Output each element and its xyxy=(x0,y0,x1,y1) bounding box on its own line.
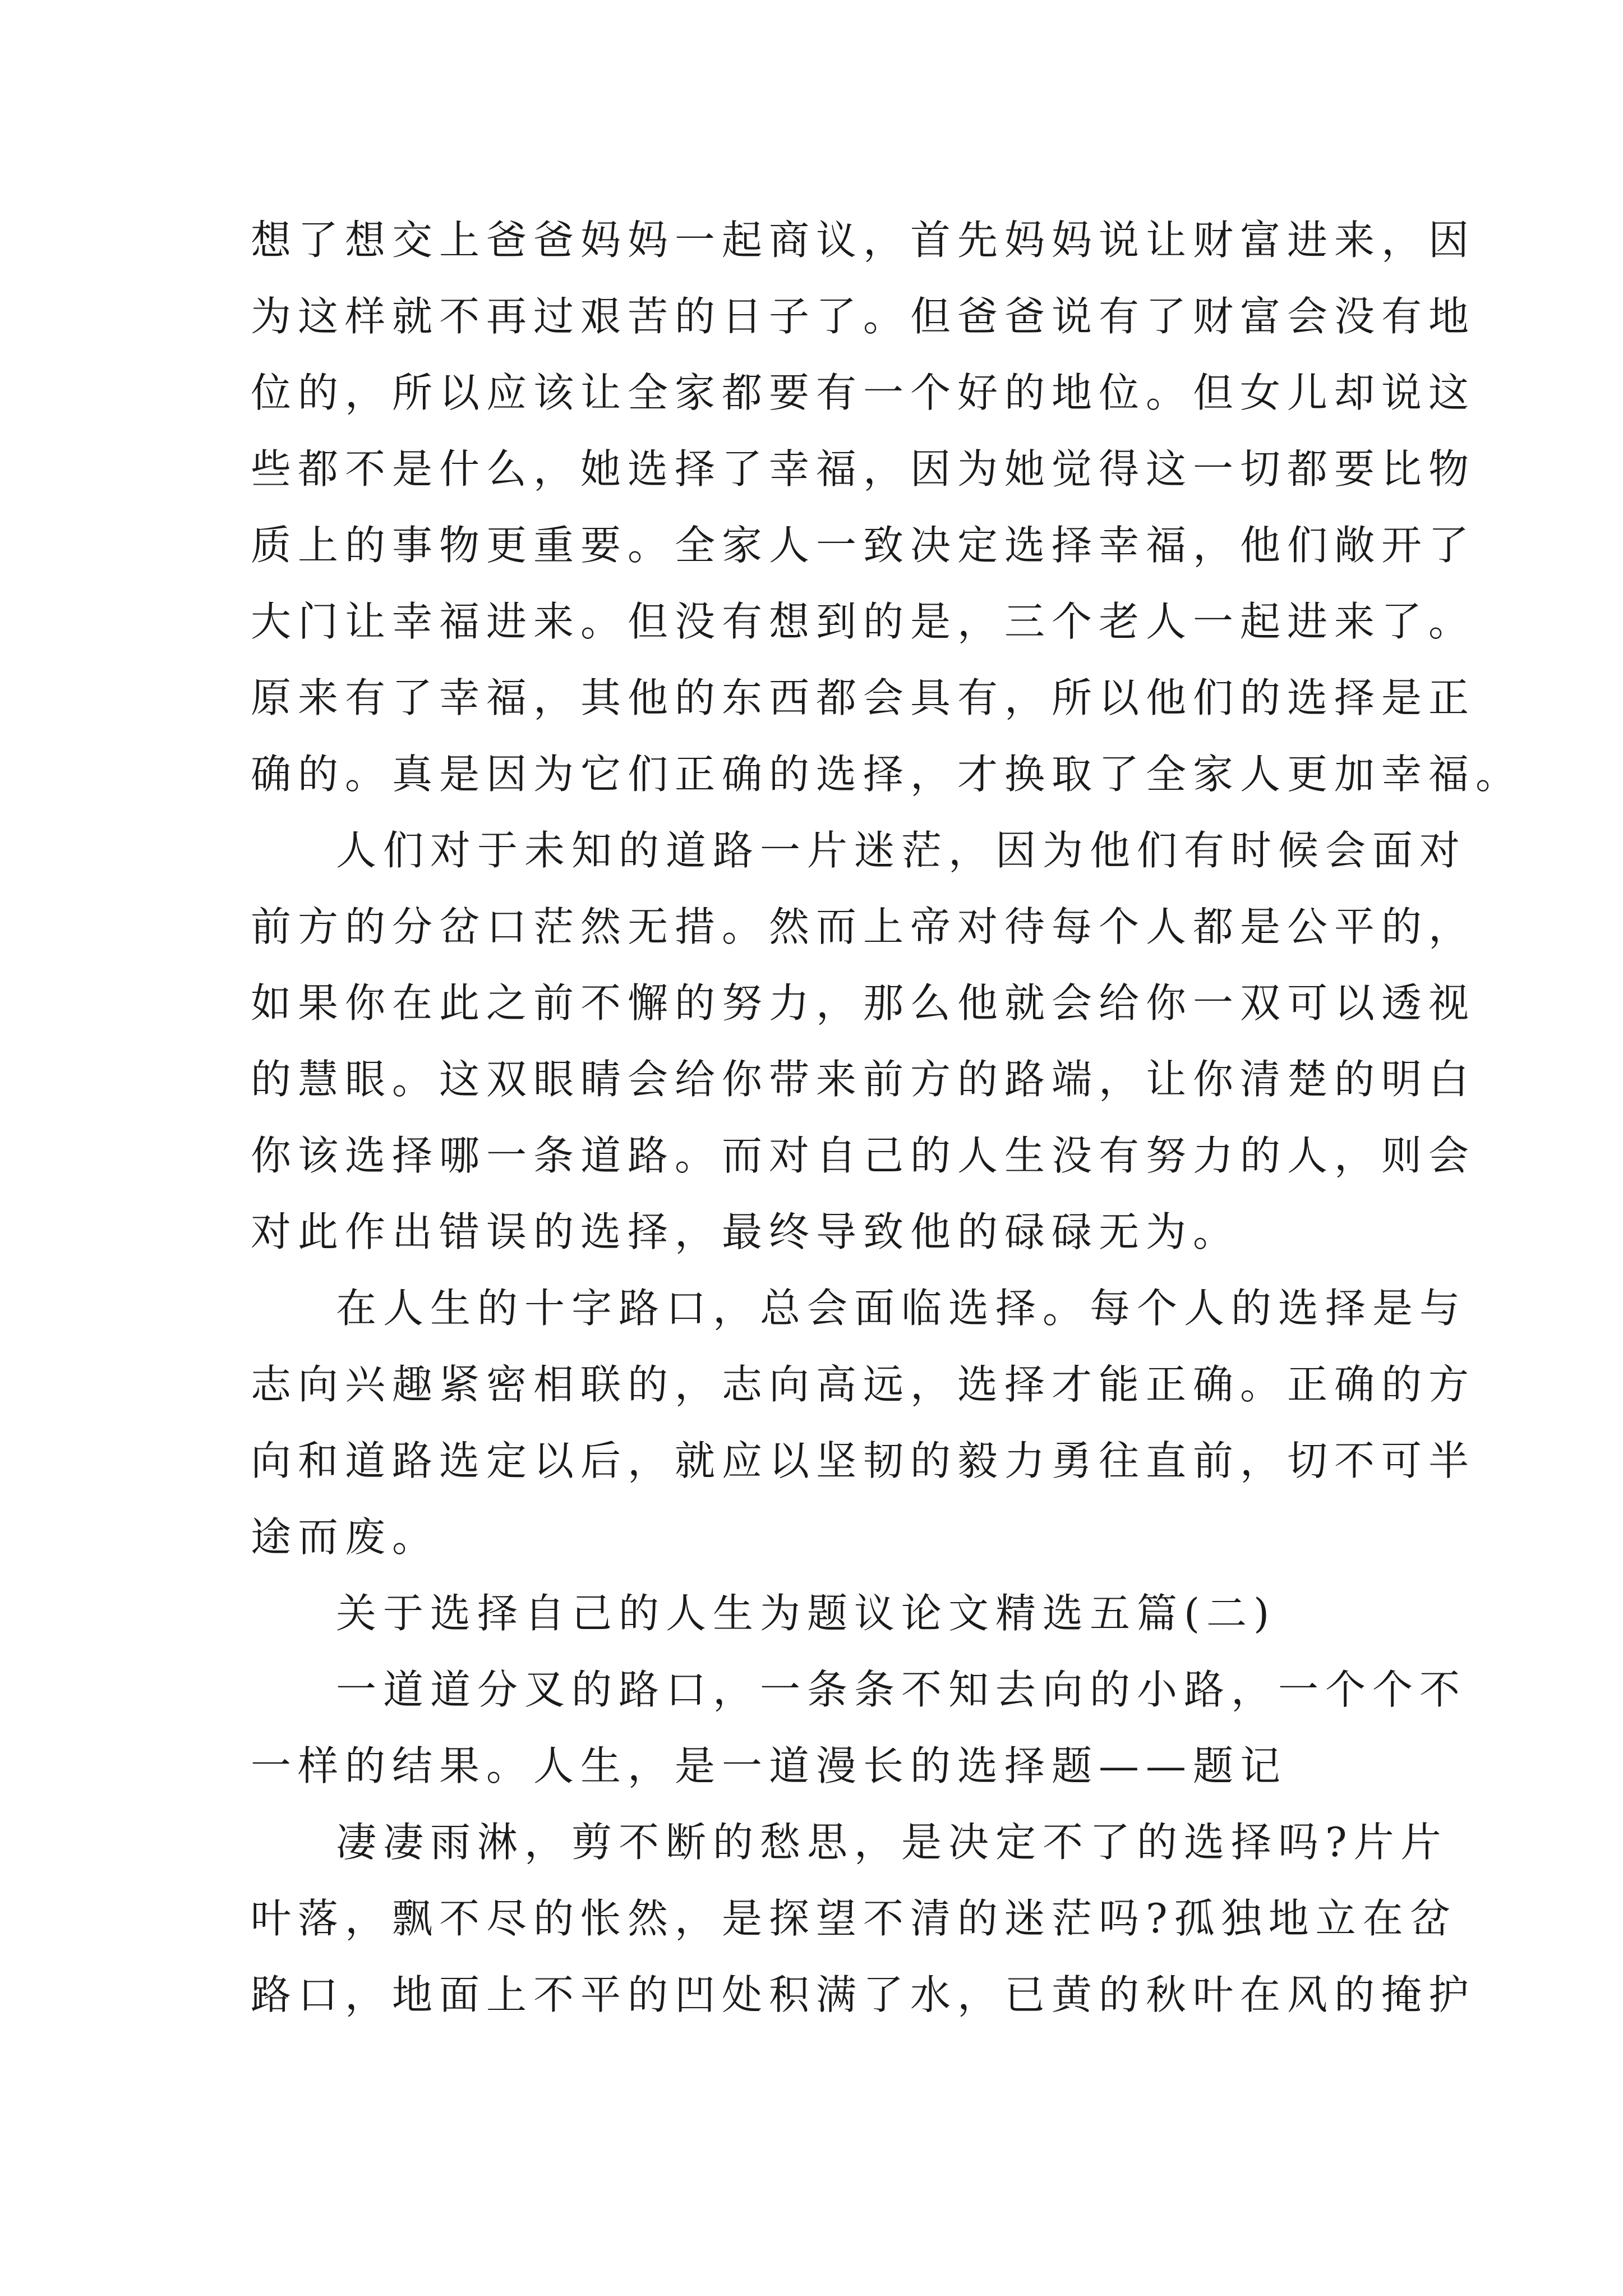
paragraph-start-line: 在人生的十字路口，总会面临选择。每个人的选择是与 xyxy=(336,1285,1467,1332)
text-line: 途而废。 xyxy=(251,1513,440,1561)
text-line: 原来有了幸福，其他的东西都会具有，所以他们的选择是正 xyxy=(251,674,1476,721)
text-line: 位的，所以应该让全家都要有一个好的地位。但女儿却说这 xyxy=(251,369,1476,416)
text-line: 向和道路选定以后，就应以坚韧的毅力勇往直前，切不可半 xyxy=(251,1437,1476,1484)
paragraph-start-line: 一道道分叉的路口，一条条不知去向的小路，一个个不 xyxy=(336,1666,1467,1713)
paragraph-start-line: 人们对于未知的道路一片迷茫，因为他们有时候会面对 xyxy=(336,827,1467,874)
text-line: 为这样就不再过艰苦的日子了。但爸爸说有了财富会没有地 xyxy=(251,293,1476,340)
text-line: 一样的结果。人生，是一道漫长的选择题——题记 xyxy=(251,1742,1288,1789)
text-line: 的慧眼。这双眼睛会给你带来前方的路端，让你清楚的明白 xyxy=(251,1056,1476,1103)
text-line: 叶落，飘不尽的怅然，是探望不清的迷茫吗?孤独地立在岔 xyxy=(251,1895,1457,1942)
text-line: 质上的事物更重要。全家人一致决定选择幸福，他们敞开了 xyxy=(251,522,1476,569)
text-line: 确的。真是因为它们正确的选择，才换取了全家人更加幸福。 xyxy=(251,751,1523,798)
text-line: 想了想交上爸爸妈妈一起商议，首先妈妈说让财富进来，因 xyxy=(251,217,1476,264)
text-line: 志向兴趣紧密相联的，志向高远，选择才能正确。正确的方 xyxy=(251,1361,1476,1408)
text-line: 大门让幸福进来。但没有想到的是，三个老人一起进来了。 xyxy=(251,598,1476,645)
text-line: 对此作出错误的选择，最终导致他的碌碌无为。 xyxy=(251,1208,1241,1255)
text-line: 前方的分岔口茫然无措。然而上帝对待每个人都是公平的， xyxy=(251,903,1476,950)
text-line: 路口，地面上不平的凹处积满了水，已黄的秋叶在风的掩护 xyxy=(251,1971,1476,2018)
text-line: 你该选择哪一条道路。而对自己的人生没有努力的人，则会 xyxy=(251,1132,1476,1179)
text-line: 些都不是什么，她选择了幸福，因为她觉得这一切都要比物 xyxy=(251,445,1476,493)
section-heading: 关于选择自己的人生为题议论文精选五篇(二) xyxy=(336,1590,1276,1637)
text-line: 如果你在此之前不懈的努力，那么他就会给你一双可以透视 xyxy=(251,979,1476,1027)
document-body xyxy=(251,202,1523,2033)
paragraph-start-line: 凄凄雨淋，剪不断的愁思，是决定不了的选择吗?片片 xyxy=(336,1819,1448,1866)
